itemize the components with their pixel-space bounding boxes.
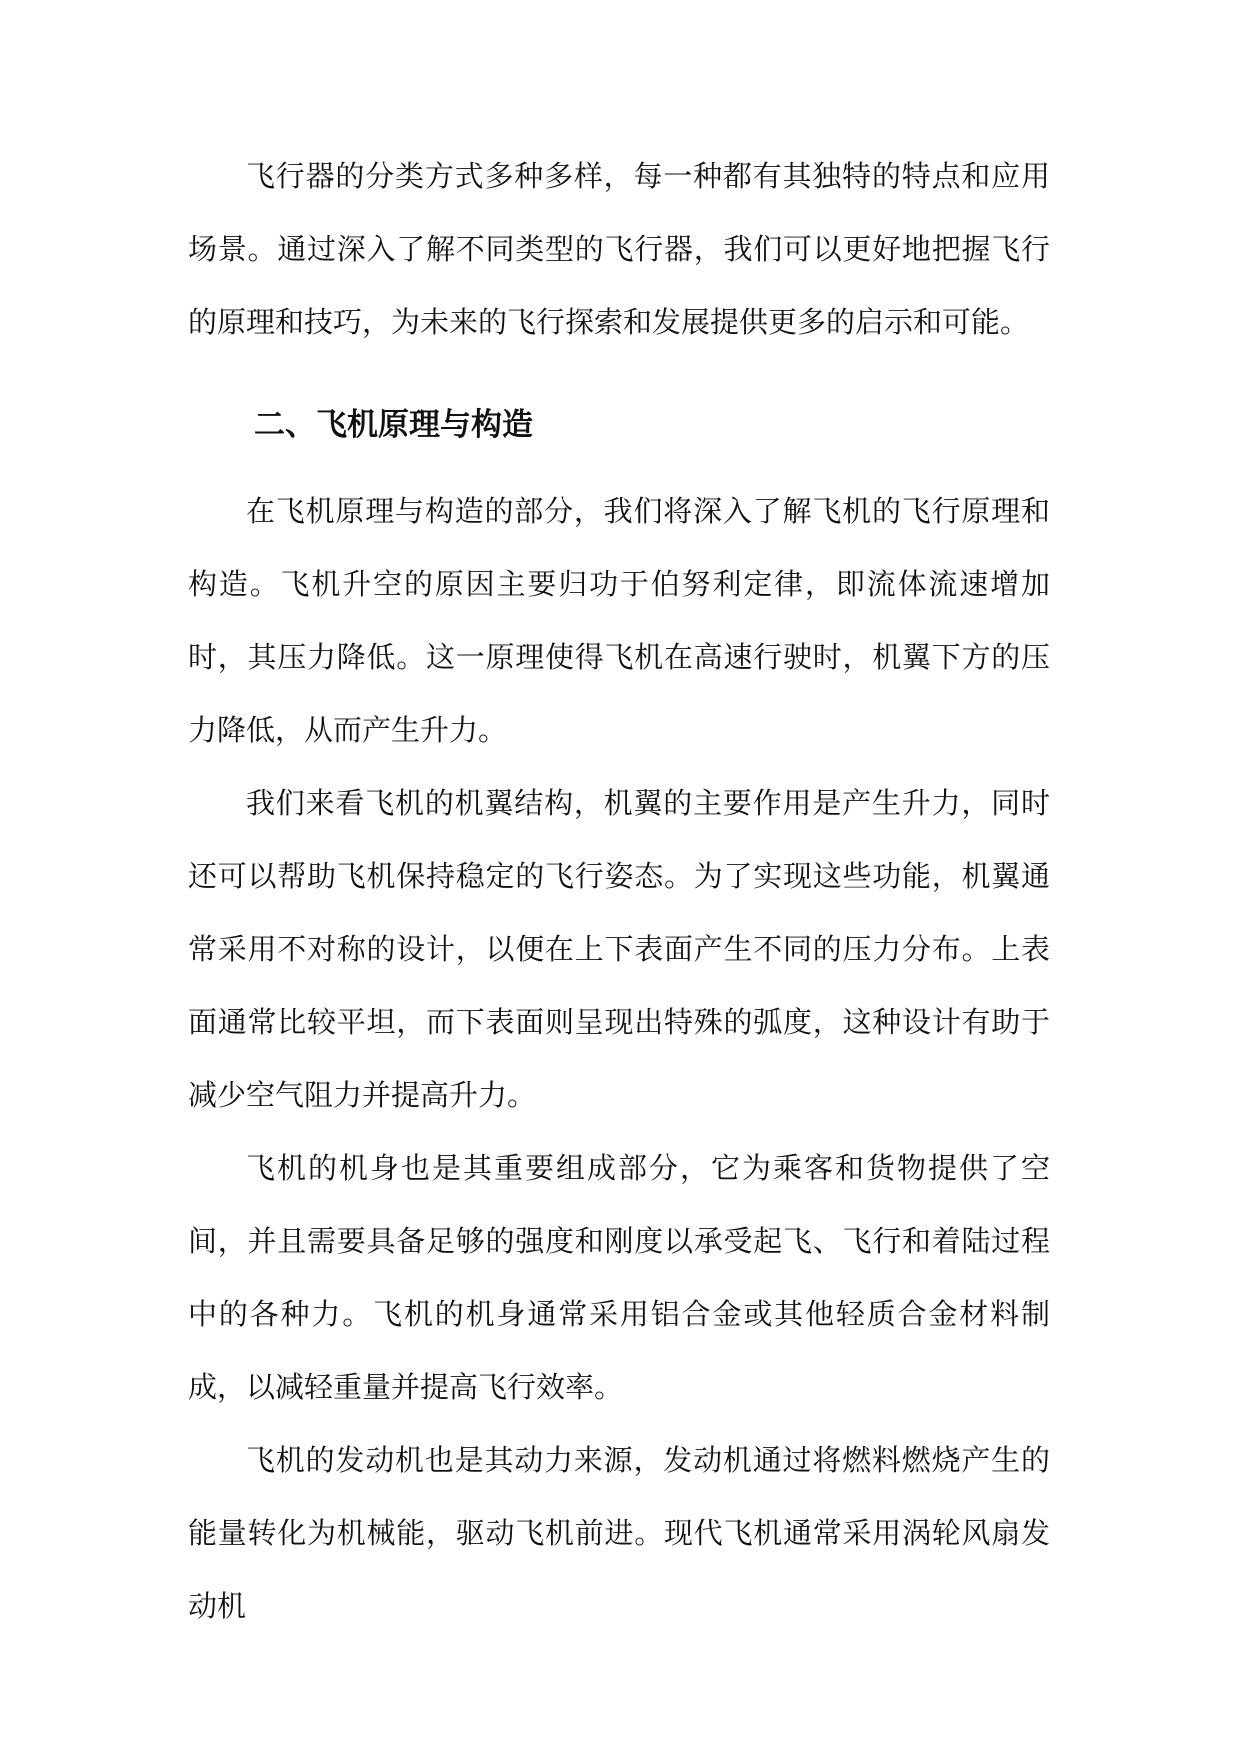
- intro-paragraph: 飞行器的分类方式多种多样，每一种都有其独特的特点和应用场景。通过深入了解不同类型的飞行器，我们可以更好地把握飞行的原理和技巧，为未来的飞行探索和发展提供更多的启示和可能。: [188, 159, 1050, 339]
- paragraph-engine: 飞机的发动机也是其动力来源，发动机通过将燃料燃烧产生的能量转化为机械能，驱动飞机前进。现代飞机通常采用涡轮风扇发动机: [188, 1443, 1050, 1623]
- section-heading: 二、飞机原理与构造: [254, 407, 533, 443]
- paragraph-wing: 我们来看飞机的机翼结构，机翼的主要作用是产生升力，同时还可以帮助飞机保持稳定的飞行姿态。为了实现这些功能，机翼通常采用不对称的设计，以便在上下表面产生不同的压力分布。上表面通常比较平坦，而下表面则呈现出特殊的弧度，这种设计有助于减少空气阻力并提高升力。: [188, 786, 1050, 1112]
- paragraph-fuselage: 飞机的机身也是其重要组成部分，它为乘客和货物提供了空间，并且需要具备足够的强度和刚度以承受起飞、飞行和着陆过程中的各种力。飞机的机身通常采用铝合金或其他轻质合金材料制成，以减轻重量并提高飞行效率。: [188, 1151, 1050, 1404]
- document-body: [188, 140, 1050, 1643]
- paragraph-principle: 在飞机原理与构造的部分，我们将深入了解飞机的飞行原理和构造。飞机升空的原因主要归功于伯努利定律，即流体流速增加时，其压力降低。这一原理使得飞机在高速行驶时，机翼下方的压力降低，从而产生升力。: [188, 494, 1050, 747]
